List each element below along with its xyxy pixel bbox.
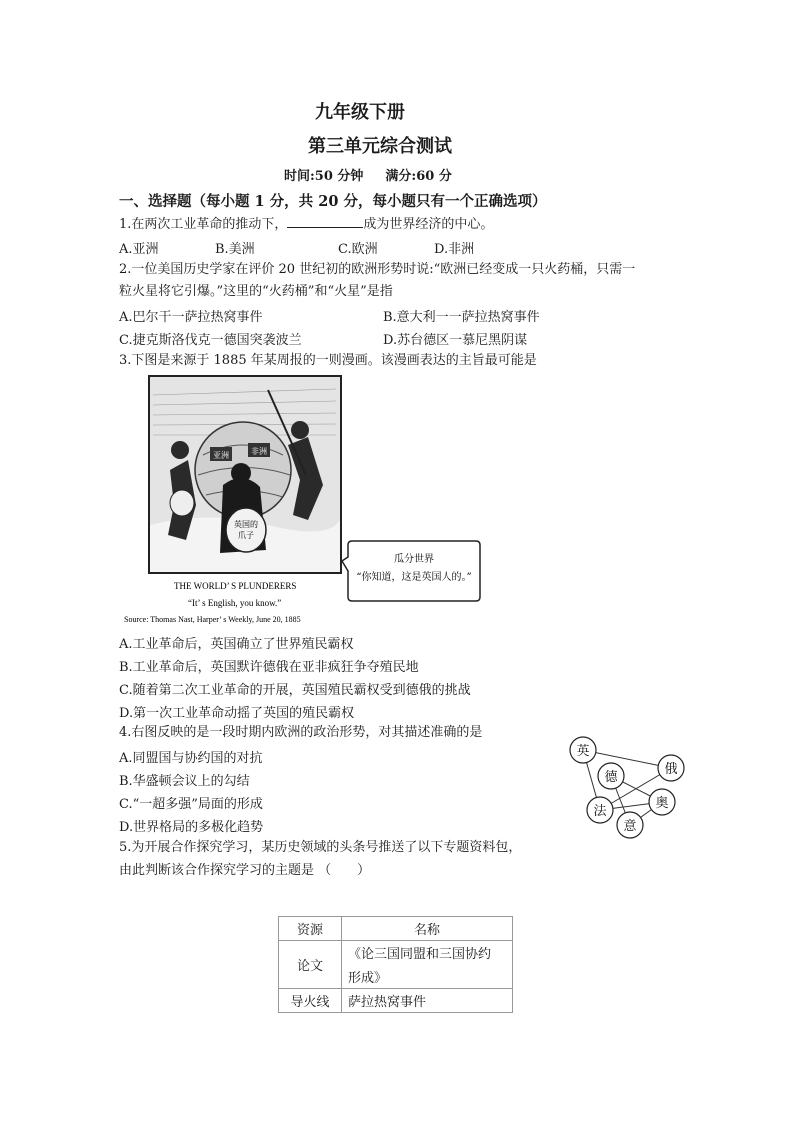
q5-stem-line1: 5.为开展合作探究学习，某历史领域的头条号推送了以下专题资料包， [119, 840, 522, 855]
cartoon-illustration [124, 375, 480, 625]
q2-option-d: D.苏台德区一慕尼黑阴谋 [383, 333, 528, 348]
q5-stem-line2: 由此判断该合作探究学习的主题是 （ ） [119, 863, 371, 878]
cartoon-caption: THE WORLD’ S PLUNDERERS [174, 581, 297, 591]
q3-option-a: A.工业革命后，英国确立了世界殖民霸权 [119, 637, 354, 652]
bag-label-line1: 英国的 [234, 520, 258, 529]
test-title: 第三单元综合测试 [308, 136, 452, 157]
node-germany: 德 [604, 770, 618, 785]
table-header-cell: 名称 [342, 917, 513, 941]
cartoon-subcaption: “It’ s English, you know.” [188, 598, 282, 608]
time-limit: 时间:50 分钟 [284, 169, 364, 184]
q2-option-c: C.捷克斯洛伐克一德国突袭波兰 [119, 333, 302, 348]
q2-option-b: B.意大利一一萨拉热窝事件 [383, 310, 540, 325]
q1-option-b: B.美洲 [215, 242, 255, 257]
q4-option-a: A.同盟国与协约国的对抗 [119, 751, 263, 766]
q3-stem: 3.下图是来源于 1885 年某周报的一则漫画。该漫画表达的主旨最可能是 [119, 353, 537, 368]
q4-option-b: B.华盛顿会议上的勾结 [119, 774, 250, 789]
node-italy: 意 [623, 819, 637, 834]
table-row [279, 989, 513, 1013]
q4-option-c: C.“一超多强”局面的形成 [119, 797, 263, 812]
table-cell: 萨拉热窝事件 [342, 989, 513, 1013]
q1-stem-part1: 1.在两次工业革命的推动下， [119, 217, 288, 232]
q2-option-a: A.巴尔干一萨拉热窝事件 [119, 310, 263, 325]
q1-blank [287, 215, 363, 228]
time-info [284, 165, 474, 184]
q4-option-d: D.世界格局的多极化趋势 [119, 820, 264, 835]
node-russia: 俄 [664, 762, 678, 777]
q1-stem-part2: 成为世界经济的中心。 [363, 217, 494, 232]
bubble-line1: 瓜分世界 [394, 554, 434, 565]
q4-stem: 4.右图反映的是一段时期内欧洲的政治形势，对其描述准确的是 [119, 725, 483, 740]
node-france: 法 [593, 804, 607, 819]
bag-label-line2: 爪子 [238, 531, 254, 540]
q2-stem-line1: 2.一位美国历史学家在评价 20 世纪初的欧洲形势时说:“欧洲已经变成一只火药桶，只需一 [119, 262, 636, 277]
q1-option-a: A.亚洲 [119, 242, 159, 257]
q3-option-b: B.工业革命后，英国默许德俄在亚非疯狂争夺殖民地 [119, 660, 419, 675]
globe-label-asia: 亚洲 [213, 451, 229, 460]
q1-stem [119, 215, 493, 234]
table-cell [342, 941, 513, 989]
table-row [279, 941, 513, 989]
cartoon-source: Source: Thomas Nast, Harper’ s Weekly, June 20, 1885 [124, 615, 301, 624]
resource-table [278, 916, 513, 1013]
q1-option-d: D.非洲 [434, 242, 475, 257]
node-britain: 英 [576, 744, 590, 759]
node-austria: 奥 [655, 796, 669, 811]
table-header-row [279, 917, 513, 941]
table-cell-line1: 《论三国同盟和三国协约 [348, 947, 492, 962]
plunderers-cartoon [124, 375, 480, 625]
globe-label-africa: 非洲 [251, 447, 267, 456]
full-score: 满分:60 分 [385, 169, 452, 184]
table-header-cell: 资源 [279, 917, 342, 941]
bubble-line2: “你知道，这是英国人的。” [356, 572, 472, 583]
grade-title: 九年级下册 [315, 102, 405, 123]
q3-option-d: D.第一次工业革命动摇了英国的殖民霸权 [119, 706, 355, 721]
q1-option-c: C.欧洲 [338, 242, 378, 257]
section-heading: 一、选择题（每小题 1 分，共 20 分，每小题只有一个正确选项） [119, 193, 547, 210]
alliance-diagram [555, 730, 695, 846]
q3-option-c: C.随着第二次工业革命的开展，英国殖民霸权受到德俄的挑战 [119, 683, 471, 698]
q2-stem-line2: 粒火星将它引爆。”这里的“火药桶”和“火星”是指 [119, 284, 393, 299]
table-cell-line2: 形成》 [348, 971, 388, 986]
table-cell: 导火线 [279, 989, 342, 1013]
table-cell: 论文 [279, 941, 342, 989]
